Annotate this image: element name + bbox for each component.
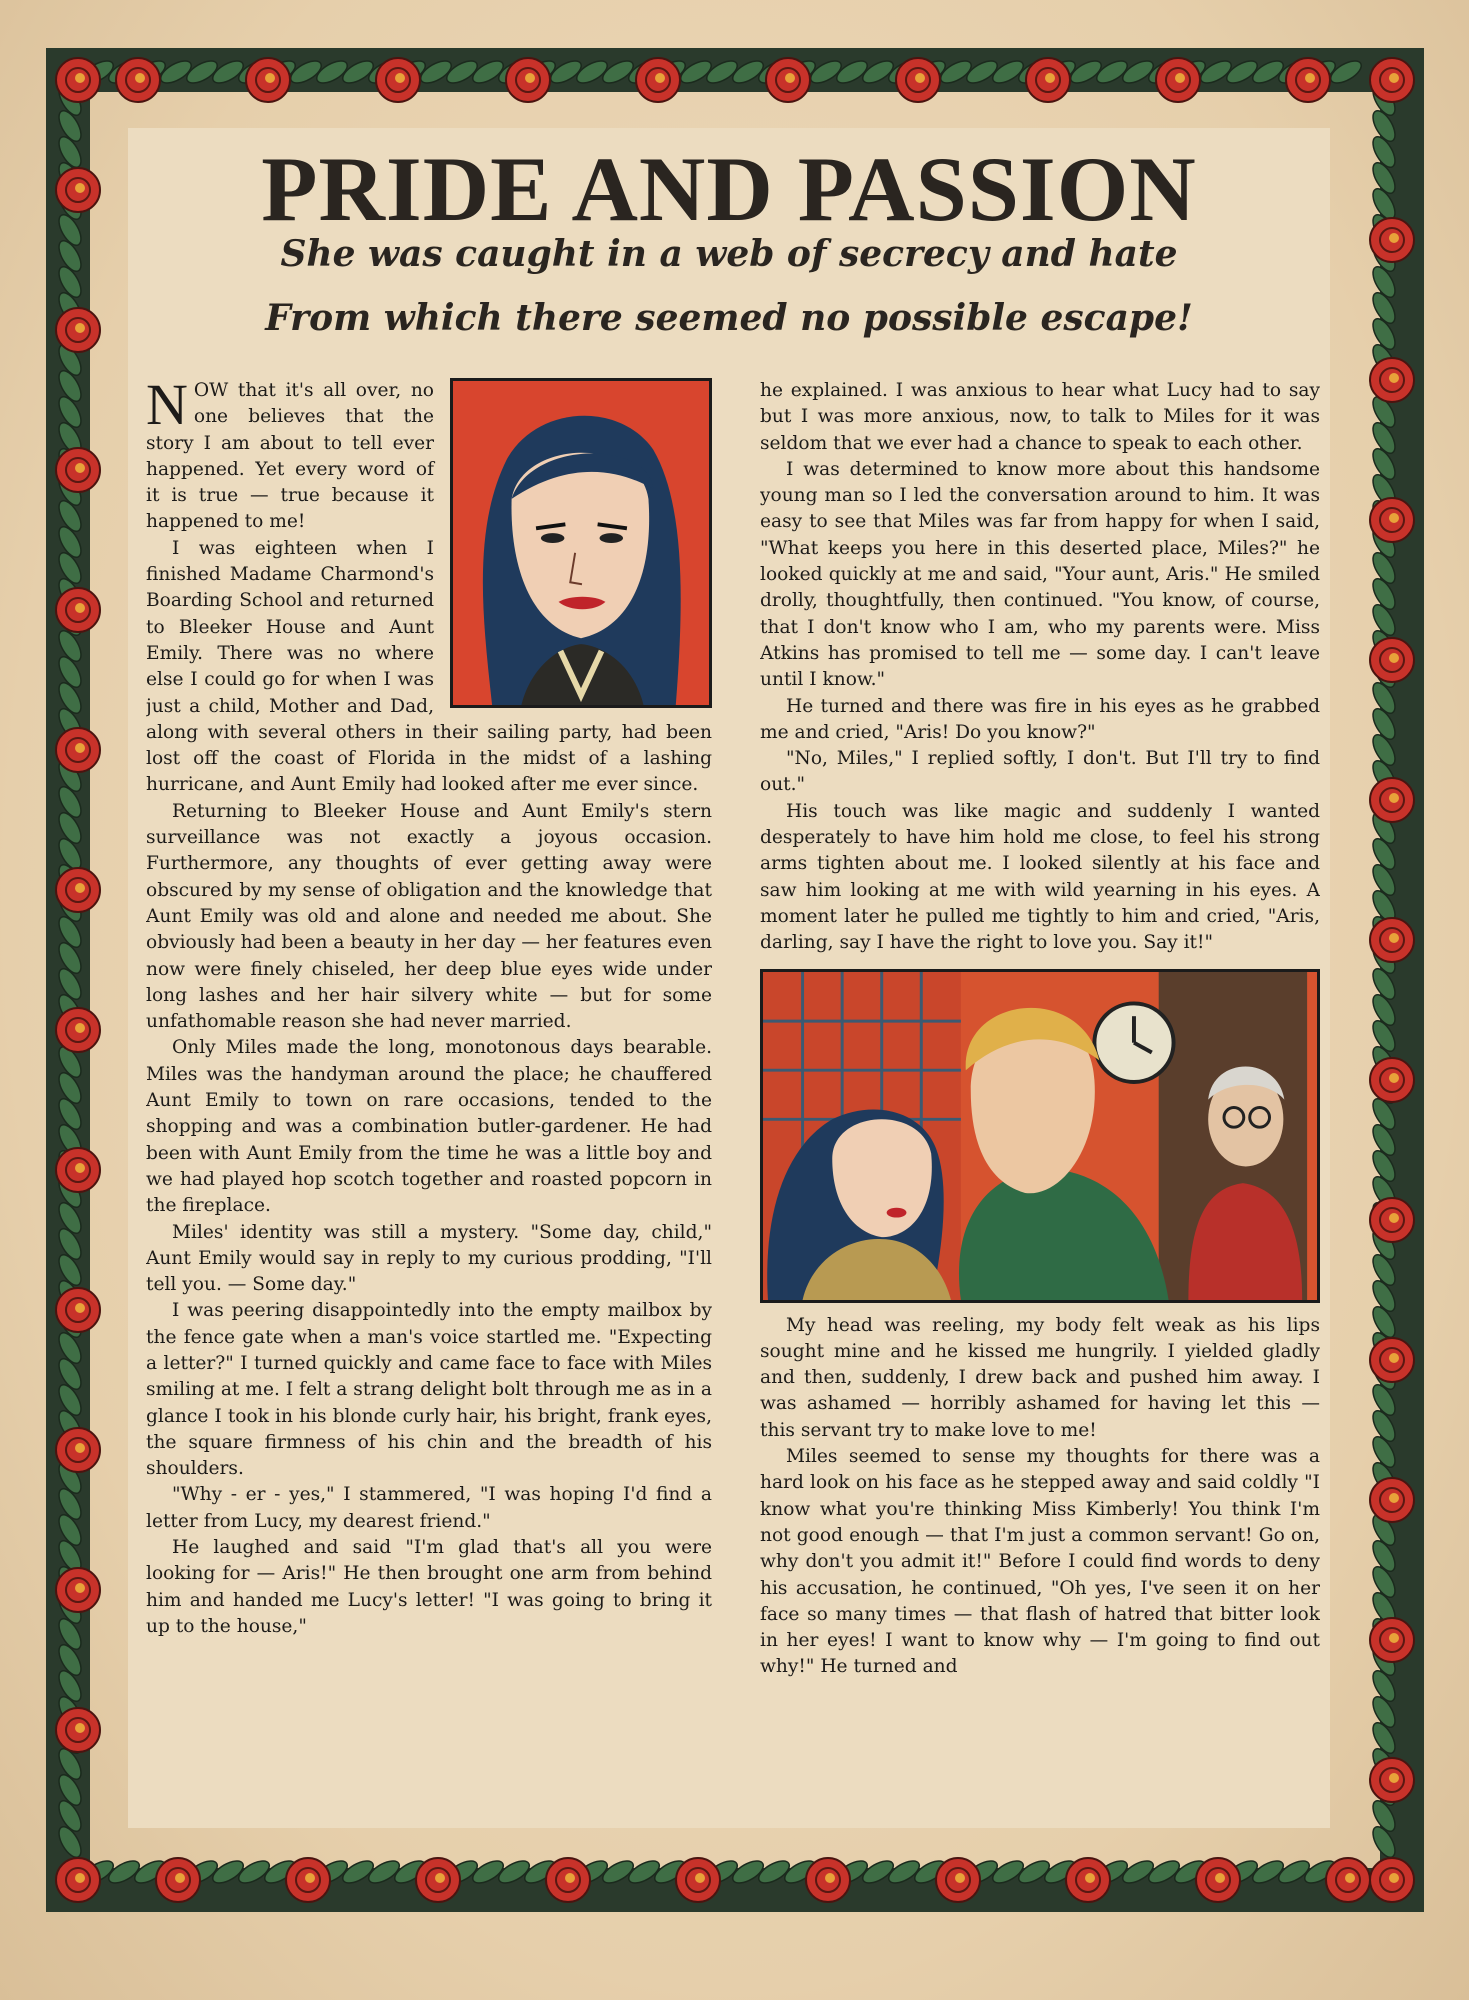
rose-ornament — [56, 168, 100, 212]
story-subtitle-line-2: From which there seemed no possible escape! — [265, 297, 1193, 339]
rose-ornament — [416, 1858, 460, 1902]
rose-ornament — [506, 58, 550, 102]
rose-ornament — [56, 1008, 100, 1052]
paragraph-4: Only Miles made the long, monotonous days bearable. Miles was the handyman around the place; he chauffered Aunt Emily to town on rare occasions, tended to the shopping and was a combination butler-gardener. He had been with Aunt Emily from the time he was a little boy and we had played hop scotch together and roasted popcorn in the fireplace. — [146, 1037, 712, 1217]
rose-ornament — [1370, 918, 1414, 962]
couple-illustration — [760, 969, 1320, 1303]
rose-ornament — [1026, 58, 1070, 102]
rose-ornament — [56, 1708, 100, 1752]
rose-ornament — [766, 58, 810, 102]
rose-ornament — [1370, 1858, 1414, 1902]
rose-ornament — [1066, 1858, 1110, 1902]
paragraph-3: Returning to Bleeker House and Aunt Emily's stern surveillance was not exactly a joyous occasion. Furthermore, any thoughts of ever getting away were obscured by my sense of obligation and the knowledge that Aunt Emily was old and alone and needed me about. She obviously had been a beauty in her day — her features even now were finely chiseled, her deep blue eyes wide under long lashes and her hair silvery white — but for some unfathomable reason she had never married. — [146, 800, 712, 1033]
rose-ornament — [56, 448, 100, 492]
rose-ornament — [56, 308, 100, 352]
paragraph-9: he explained. I was anxious to hear what Lucy had to say but I was more anxious, now, to talk to Miles for it was seldom that we ever had a chance to speak to each other. — [760, 380, 1320, 454]
rose-ornament — [56, 1568, 100, 1612]
rose-ornament — [1370, 638, 1414, 682]
portrait-illustration — [450, 378, 712, 708]
paragraph-8: He laughed and said "I'm glad that's all you were looking for — Aris!" He then brought one arm from behind him and handed me Lucy's letter! "I was going to bring it up to the house," — [146, 1537, 712, 1637]
rose-ornament — [286, 1858, 330, 1902]
rose-ornament — [1370, 1198, 1414, 1242]
paragraph-2: I was eighteen when I finished Madame Charmond's Boarding School and returned to Bleeker House and Aunt Emily. There was no where else I could go for when I was just a child, Mother and Dad, along with several others in their sailing party, had been lost off the coast of Florida in the midst of a lashing hurricane, and Aunt Emily had looked after me ever since. — [146, 537, 712, 796]
rose-ornament — [676, 1858, 720, 1902]
story-subtitle-line-1: She was caught in a web of secrecy and hate — [280, 233, 1178, 275]
drop-cap: N — [146, 378, 188, 437]
rose-ornament — [56, 1858, 100, 1902]
left-text-column — [146, 378, 712, 1828]
rose-ornament — [806, 1858, 850, 1902]
rose-ornament — [56, 1428, 100, 1472]
paragraph-5: Miles' identity was still a mystery. "Some day, child," Aunt Emily would say in reply to my curious prodding, "I'll tell you. — Some day." — [146, 1221, 712, 1296]
rose-ornament — [896, 58, 940, 102]
rose-ornament — [156, 1858, 200, 1902]
rose-ornament — [376, 58, 420, 102]
rose-ornament — [1370, 1058, 1414, 1102]
rose-ornament — [1370, 358, 1414, 402]
rose-ornament — [546, 1858, 590, 1902]
rose-ornament — [1370, 58, 1414, 102]
couple-embrace-image — [763, 972, 1317, 1300]
paragraph-7: "Why - er - yes," I stammered, "I was hoping I'd find a letter from Lucy, my dearest friend." — [146, 1484, 712, 1532]
rose-ornament — [1370, 218, 1414, 262]
paragraph-13: His touch was like magic and suddenly I wanted desperately to have him hold me close, to feel his strong arms tighten about me. I looked silently at his face and saw him looking at me with wild yearning in his eyes. A moment later he pulled me tightly to him and cried, "Aris, darling, say I have the right to love you. Say it!" — [760, 800, 1320, 954]
rose-ornament — [1326, 1858, 1370, 1902]
rose-ornament — [1286, 58, 1330, 102]
story-title: PRIDE AND PASSION — [261, 138, 1197, 240]
paragraph-12: "No, Miles," I replied softly, I don't. But I'll try to find out." — [760, 748, 1320, 796]
rose-ornament — [56, 868, 100, 912]
rose-ornament — [56, 1148, 100, 1192]
rose-ornament — [56, 1288, 100, 1332]
paragraph-15: Miles seemed to sense my thoughts for there was a hard look on his face as he stepped away and said coldly "I know what you're thinking Miss Kimberly! You think I'm not good enough — that I'm just a common servant! Go on, why don't you admit it!" Before I could find words to deny his accusation, he continued, "Oh yes, I've seen it on her face so many times — that flash of hatred that bitter look in her eyes! I want to know why — I'm going to find out why!" He turned and — [760, 1446, 1320, 1678]
rose-ornament — [246, 58, 290, 102]
rose-ornament — [1370, 498, 1414, 542]
rose-ornament — [1370, 1618, 1414, 1662]
rose-ornament — [56, 58, 100, 102]
rose-ornament — [636, 58, 680, 102]
rose-ornament — [56, 728, 100, 772]
rose-ornament — [1370, 778, 1414, 822]
rose-ornament — [1370, 1758, 1414, 1802]
rose-ornament — [1156, 58, 1200, 102]
story-frame — [128, 128, 1330, 1828]
woman-portrait-image — [453, 381, 709, 705]
paragraph-10: I was determined to know more about this handsome young man so I led the conversation around to him. It was easy to see that Miles was far from happy for when I said, "What keeps you here in this deserted place, Miles?" he looked quickly at me and said, "Your aunt, Aris." He smiled drolly, thoughtfully, then continued. "You know, of course, that I don't know who I am, who my parents were. Miss Atkins has promised to tell me — some day. I can't leave until I know." — [760, 458, 1320, 691]
rose-ornament — [1370, 1338, 1414, 1382]
rose-ornament — [116, 58, 160, 102]
rose-ornament — [1370, 1478, 1414, 1522]
paragraph-1: NOW that it's all over, no one believes that the story I am about to tell ever happened. Yet every word of it is true — true because it happened to me! — [146, 378, 434, 533]
rose-ornament — [936, 1858, 980, 1902]
rose-ornament — [56, 588, 100, 632]
paragraph-6: I was peering disappointedly into the empty mailbox by the fence gate when a man's voice startled me. "Expecting a letter?" I turned quickly and came face to face with Miles smiling at me. I felt a strang delight bolt through me as in a glance I took in his blonde curly hair, his bright, frank eyes, the square firmness of his chin and the breadth of his shoulders. — [146, 1300, 712, 1480]
paragraph-11: He turned and there was fire in his eyes as he grabbed me and cried, "Aris! Do you know?" — [760, 695, 1320, 743]
rose-ornament — [1196, 1858, 1240, 1902]
paragraph-14: My head was reeling, my body felt weak as his lips sought mine and he kissed me hungrily. I yielded gladly and then, suddenly, I drew back and pushed him away. I was ashamed — horribly ashamed for having let this — this servant try to make love to me! — [760, 1314, 1320, 1441]
right-text-column — [760, 378, 1320, 1828]
